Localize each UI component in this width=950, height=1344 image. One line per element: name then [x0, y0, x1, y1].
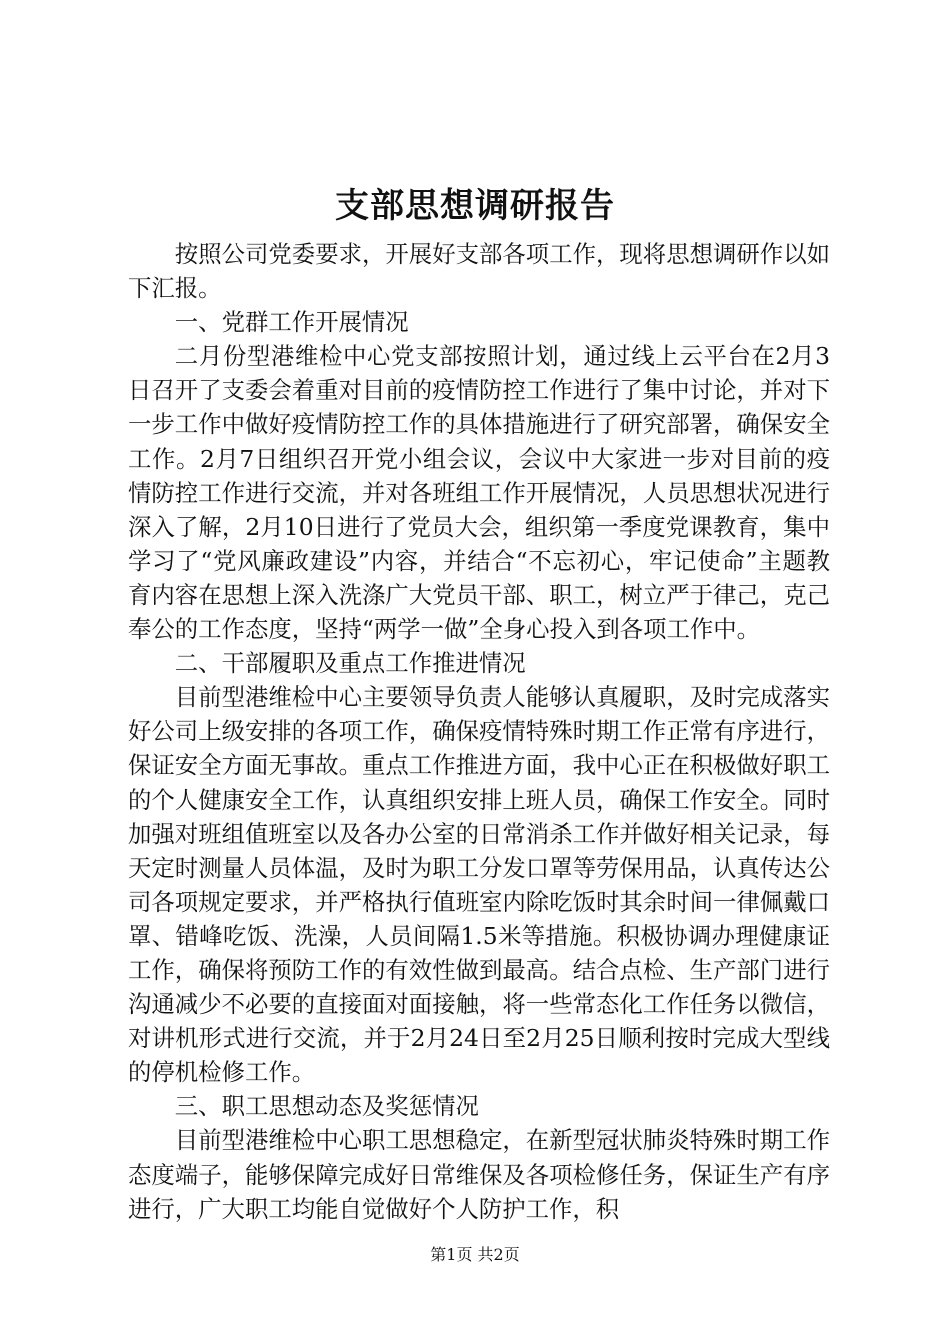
- document-title: 支部思想调研报告: [335, 186, 615, 226]
- party-work-paragraph: 二月份型港维检中心党支部按照计划，通过线上云平台在2月3日召开了支委会着重对目前的疫情防控工作进行了集中讨论，并对下一步工作中做好疫情防控工作的具体措施进行了研究部署，确保安全工作。2月7日组织召开党小组会议，会议中大家进一步对目前的疫情防控工作进行交流，并对各班组工作开展情况，人员思想状况进行深入了解，2月10日进行了党员大会，组织第一季度党课教育，集中学习了“党风廉政建设”内容，并结合“不忘初心，牢记使命”主题教育内容在思想上深入洗涤广大党员干部、职工，树立严于律己，克己奉公的工作态度，坚持“两学一做”全身心投入到各项工作中。: [128, 342, 830, 644]
- cadre-duties-paragraph: 目前型港维检中心主要领导负责人能够认真履职，及时完成落实好公司上级安排的各项工作，确保疫情特殊时期工作正常有序进行，保证安全方面无事故。重点工作推进方面，我中心正在积极做好职工的个人健康安全工作，认真组织安排上班人员，确保工作安全。同时加强对班组值班室以及各办公室的日常消杀工作并做好相关记录，每天定时测量人员体温，及时为职工分发口罩等劳保用品，认真传达公司各项规定要求，并严格执行值班室内除吃饭时其余时间一律佩戴口罩、错峰吃饭、洗澡，人员间隔1.5米等措施。积极协调办理健康证工作，确保将预防工作的有效性做到最高。结合点检、生产部门进行沟通减少不必要的直接面对面接触，将一些常态化工作任务以微信，对讲机形式进行交流，并于2月24日至2月25日顺利按时完成大型线的停机检修工作。: [128, 683, 830, 1087]
- document-body: [128, 237, 830, 1226]
- page-number-footer: 第1页 共2页: [430, 1245, 520, 1264]
- section-heading-staff-thinking: 三、职工思想动态及奖惩情况: [174, 1092, 479, 1121]
- section-heading-cadre-duties: 二、干部履职及重点工作推进情况: [174, 649, 526, 678]
- section-heading-party-work: 一、党群工作开展情况: [174, 308, 409, 337]
- intro-paragraph: 按照公司党委要求，开展好支部各项工作，现将思想调研作以如下汇报。: [128, 240, 830, 303]
- staff-thinking-paragraph: 目前型港维检中心职工思想稳定，在新型冠状肺炎特殊时期工作态度端子，能够保障完成好日常维保及各项检修任务，保证生产有序进行，广大职工均能自觉做好个人防护工作，积: [128, 1126, 830, 1223]
